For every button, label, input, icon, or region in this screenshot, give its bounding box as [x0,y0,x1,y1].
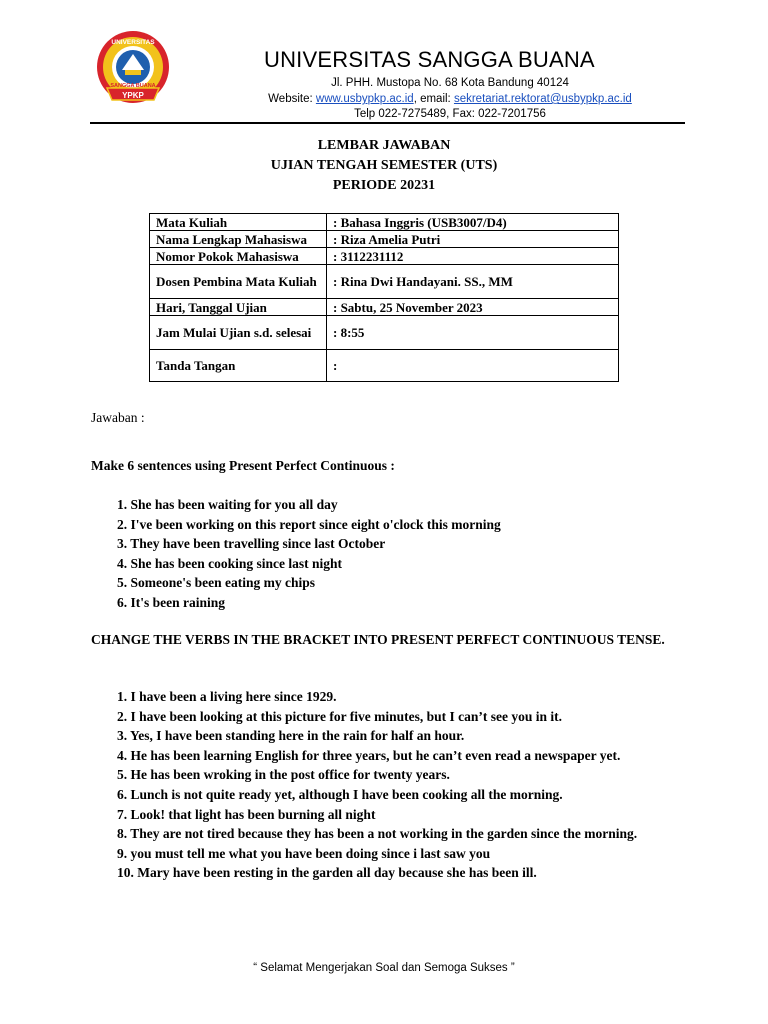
doc-title-2: UJIAN TENGAH SEMESTER (UTS) [270,158,498,173]
table-row [150,248,619,265]
answer-label: Jawaban : [91,410,145,425]
list-item: 1. I have been a living here since 1929. [117,689,337,704]
list-item: 5. Someone's been eating my chips [117,575,316,591]
info-value: : Bahasa Inggris (USB3007/D4) [327,214,619,231]
info-label: Dosen Pembina Mata Kuliah [150,265,327,299]
logo-bottom-text: SANGGA BUANA [110,83,156,89]
section1-heading: Make 6 sentences using Present Perfect Continuous : [91,458,395,473]
list-item: 6. Lunch is not quite ready yet, although I have been cooking all the morning. [117,786,563,802]
logo-banner-text: YPKP [122,91,144,100]
header-divider [90,122,685,124]
list-item: 10. Mary have been resting in the garden all day because she has been ill. [117,865,537,881]
info-value: : 3112231112 [327,248,619,265]
section2-list [117,687,657,883]
info-label: Nomor Pokok Mahasiswa [150,248,327,265]
list-item: 3. Yes, I have been standing here in the rain for half an hour. [117,728,465,744]
info-label: Tanda Tangan [150,350,327,382]
table-row [150,316,619,350]
doc-title-3: PERIODE 20231 [332,178,436,193]
footer-message: “ Selamat Mengerjakan Soal dan Semoga Sukses ” [253,962,515,974]
info-value: : Sabtu, 25 November 2023 [327,299,619,316]
contact-line [200,93,700,105]
info-label: Jam Mulai Ujian s.d. selesai [150,316,327,350]
list-item: 4. He has been learning English for three years, but he can’t even read a newspaper yet. [117,747,621,763]
address: Jl. PHH. Mustopa No. 68 Kota Bandung 40124 [331,77,569,89]
phone-line: Telp 022-7275489, Fax: 022-7201756 [354,108,546,120]
email-prefix: , email: [413,93,454,105]
info-label: Nama Lengkap Mahasiswa [150,231,327,248]
table-row [150,265,619,299]
list-item: 9. you must tell me what you have been doing since i last saw you [117,845,491,861]
logo-top-text: UNIVERSITAS [111,39,155,46]
info-value: : [327,350,619,382]
table-row [150,299,619,316]
list-item: 6. It's been raining [117,594,226,610]
info-value: : 8:55 [327,316,619,350]
list-item: 2. I've been working on this report since eight o'clock this morning [117,516,501,532]
table-row [150,231,619,248]
list-item: 7. Look! that light has been burning all night [117,806,376,822]
list-item: 1. She has been waiting for you all day [117,497,338,512]
list-item: 8. They are not tired because they has been a not working in the garden since the morning. [117,826,638,842]
info-value: : Riza Amelia Putri [327,231,619,248]
table-row [150,350,619,382]
university-name: UNIVERSITAS SANGGA BUANA [264,47,595,72]
website-prefix: Website: [268,93,316,105]
info-value: : Rina Dwi Handayani. SS., MM [327,265,619,299]
list-item: 3. They have been travelling since last October [117,536,386,552]
list-item: 5. He has been wroking in the post office for twenty years. [117,767,450,783]
table-row [150,214,619,231]
info-label: Mata Kuliah [150,214,327,231]
section2-heading: CHANGE THE VERBS IN THE BRACKET INTO PRESENT PERFECT CONTINUOUS TENSE. [91,632,665,647]
student-info-table [149,213,619,382]
university-logo [94,30,172,108]
section1-list [117,495,501,613]
email-link[interactable]: sekretariat.rektorat@usbypkp.ac.id [453,93,632,105]
list-item: 2. I have been looking at this picture for five minutes, but I can’t see you in it. [117,708,563,724]
info-label: Hari, Tanggal Ujian [150,299,327,316]
website-link[interactable]: www.usbypkp.ac.id [315,93,414,105]
doc-title-1: LEMBAR JAWABAN [317,138,451,153]
list-item: 4. She has been cooking since last night [117,555,343,571]
